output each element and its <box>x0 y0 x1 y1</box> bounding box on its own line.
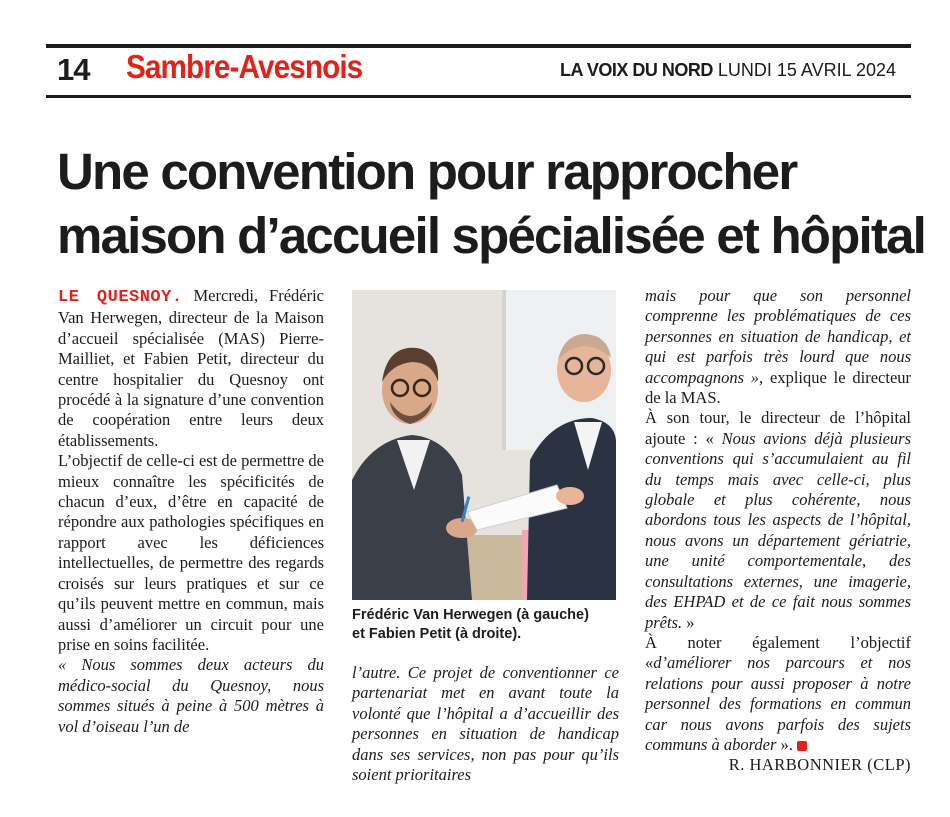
section-title: Sambre-Avesnois <box>126 48 363 85</box>
paragraph-1-text: Mercredi, Frédéric Van Herwegen, directeur de la Maison d’accueil spécialisée (MAS) Pierre-Mailliet, et Fabien Petit, directeur du centre hospitalier du Quesnoy ont procédé à la signature d’une convention de coopération entre leurs deux établissements. <box>58 286 325 450</box>
paragraph-6-close: » <box>686 612 695 632</box>
paragraph-7-close: ». <box>780 734 793 754</box>
byline: R. HARBONNIER (CLP) <box>728 755 911 775</box>
article-photo <box>352 290 616 600</box>
paragraph-5 <box>645 286 911 408</box>
caption-line-2: et Fabien Petit (à droite). <box>352 626 522 642</box>
paragraph-7-quote: d’améliorer nos parcours et nos relations pour aussi proposer à notre personnel des formations en commun car nous avons parfois des sujets communs à aborder <box>645 653 911 754</box>
caption-line-1: Frédéric Van Herwegen (à gauche) <box>352 607 589 623</box>
headline-line-2: maison d’accueil spécialisée et hôpital <box>57 207 925 264</box>
end-of-article-mark <box>797 741 807 751</box>
paragraph-6 <box>645 408 911 632</box>
paragraph-1 <box>58 286 324 451</box>
paragraph-5-quote: mais pour que son personnel comprenne les problématiques de ces personnes en situation de handicap, et qui est parfois très lourd que nous accompagnons », <box>645 286 911 387</box>
paragraph-2: L’objectif de celle-ci est de permettre de mieux connaître les spécificités de chacun d’eux, d’être en capacité de répondre aux pathologies spécifiques en rapport avec les déficiences intellectuelles, de permettre des regards croisés sur leurs pratiques et sur ce qu’ils peuvent mettre en commun, mais aussi d’améliorer un circuit pour une prise en soins facilitée. <box>58 451 325 654</box>
newspaper-name: LA VOIX DU NORD <box>560 60 713 80</box>
page-number: 14 <box>57 52 90 87</box>
article-headline <box>57 140 927 268</box>
masthead <box>560 60 896 81</box>
paragraph-6-quote: Nous avions déjà plusieurs conventions qui s’accumulaient au fil du temps mais avec celle-ci, plus globale et plus cohérente, nous abordons tous les aspects de l’hôpital, nous avons un département gériatrie, une unité comportementale, des consultations externes, une imagerie, des EHPAD et de ce fait nous sommes prêts. <box>645 428 912 632</box>
dateline: LE QUESNOY. <box>58 288 183 307</box>
photo-illustration <box>352 290 616 600</box>
header-rule <box>46 95 911 98</box>
issue-date: LUNDI 15 AVRIL 2024 <box>717 60 896 80</box>
headline-line-1: Une convention pour rapprocher <box>57 143 797 200</box>
article-column-3 <box>645 286 911 776</box>
paragraph-7-lead: À noter également l’objectif « <box>645 632 911 673</box>
article-column-2 <box>352 663 619 785</box>
paragraph-6-lead: À son tour, le directeur de l’hôpital ajoute : « <box>645 408 911 448</box>
photo-caption <box>352 606 622 644</box>
article-column-1 <box>58 286 324 737</box>
paragraph-3-quote: « Nous sommes deux acteurs du médico-social du Quesnoy, nous sommes situés à peine à 500 mètres à vol d’oiseau l’un de <box>58 655 324 736</box>
paragraph-5-tail: explique le directeur de la MAS. <box>645 367 912 408</box>
paragraph-4-quote: l’autre. Ce projet de conventionner ce partenariat met en avant toute la volonté que l’hôpital a d’accueillir des personnes en situation de handicap dans ses services, non pas pour qu’ils soient prioritaires <box>352 663 619 785</box>
paragraph-7 <box>645 633 911 755</box>
